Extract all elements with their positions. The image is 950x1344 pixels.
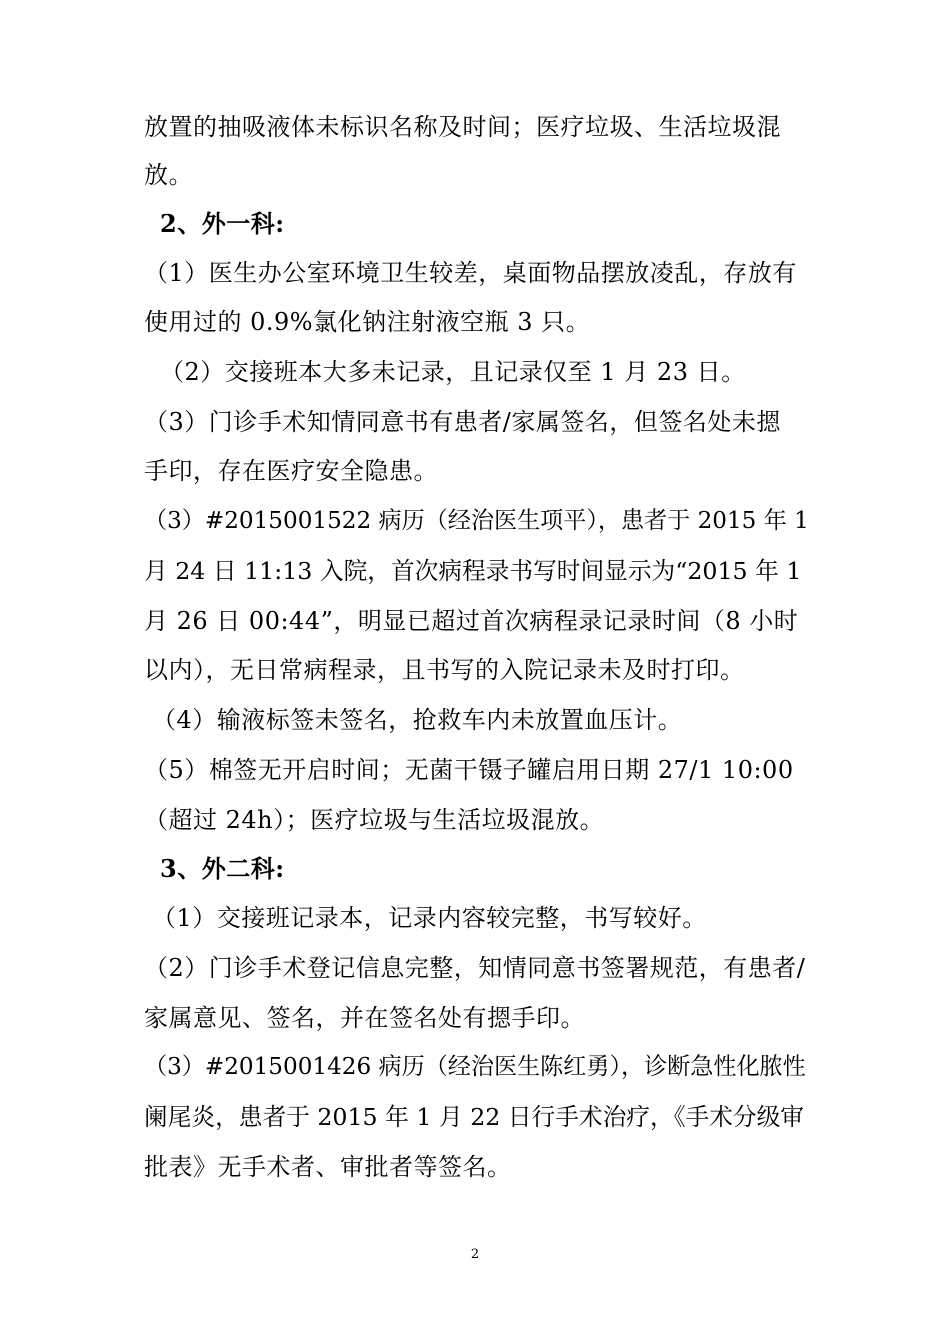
body-text-line: 放置的抽吸液体未标识名称及时间；医疗垃圾、生活垃圾混	[144, 113, 781, 141]
body-text-line: （2）门诊手术登记信息完整，知情同意书签署规范，有患者/	[144, 954, 806, 982]
section-heading-surgery-1: 2、外一科:	[160, 209, 285, 238]
body-text-line: 批表》无手术者、审批者等签名。	[144, 1153, 512, 1181]
body-text-line: （3）#2015001522 病历（经治医生项平），患者于 2015 年 1	[144, 508, 809, 534]
body-text-line: （4）输液标签未签名，抢救车内未放置血压计。	[152, 706, 683, 734]
body-text-line: （1）交接班记录本，记录内容较完整，书写较好。	[152, 904, 707, 932]
body-text-line: （1）医生办公室环境卫生较差，桌面物品摆放凌乱，存放有	[144, 259, 797, 287]
body-text-line: （5）棉签无开启时间；无菌干镊子罐启用日期 27/1 10:00	[144, 756, 794, 784]
body-text-line: （3）门诊手术知情同意书有患者/家属签名，但签名处未摁	[144, 408, 781, 436]
body-text-line: 以内），无日常病程录，且书写的入院记录未及时打印。	[144, 656, 745, 684]
body-text-line: 使用过的 0.9%氯化钠注射液空瓶 3 只。	[144, 308, 591, 336]
section-heading-surgery-2: 3、外二科:	[160, 854, 285, 883]
body-text-line: （超过 24h）；医疗垃圾与生活垃圾混放。	[144, 806, 605, 834]
body-text-line: 手印，存在医疗安全隐患。	[144, 457, 438, 485]
body-text-line: 家属意见、签名，并在签名处有摁手印。	[144, 1004, 585, 1032]
body-text-line: （3）#2015001426 病历（经治医生陈红勇），诊断急性化脓性	[144, 1054, 806, 1080]
body-text-line: 月 26 日 00:44”，明显已超过首次病程录记录时间（8 小时	[144, 607, 799, 635]
body-text-line: （2）交接班本大多未记录，且记录仅至 1 月 23 日。	[160, 358, 746, 386]
body-text-line: 放。	[144, 161, 193, 189]
page-number: 2	[470, 1247, 480, 1262]
body-text-line: 月 24 日 11:13 入院，首次病程录书写时间显示为“2015 年 1	[144, 557, 802, 585]
body-text-line: 阑尾炎，患者于 2015 年 1 月 22 日行手术治疗，《手术分级审	[144, 1103, 804, 1131]
